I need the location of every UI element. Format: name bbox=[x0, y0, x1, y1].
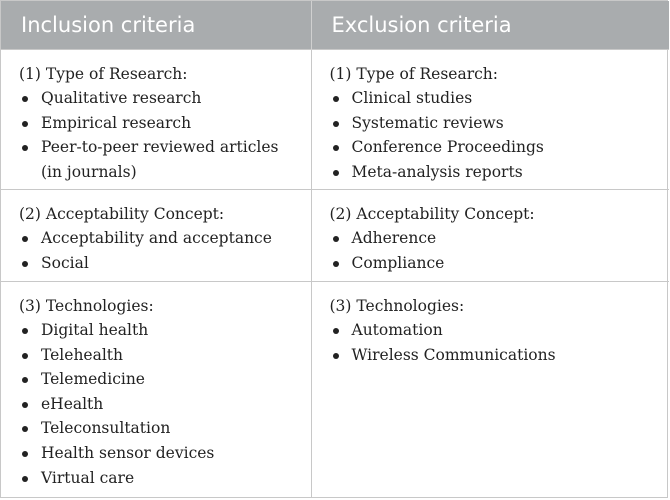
list-item: Virtual care bbox=[19, 466, 301, 491]
list-item: Digital health bbox=[19, 318, 301, 343]
criteria-list bbox=[19, 318, 301, 490]
list-item: Social bbox=[19, 251, 301, 276]
list-item: Empirical research bbox=[19, 111, 301, 136]
list-item: eHealth bbox=[19, 392, 301, 417]
section-title: (1) Type of Research: bbox=[329, 64, 499, 83]
criteria-list bbox=[330, 318, 660, 367]
list-item: Conference Proceedings bbox=[330, 135, 660, 160]
section-title: (1) Type of Research: bbox=[19, 64, 188, 83]
list-item: Teleconsultation bbox=[19, 416, 301, 441]
exclusion-cell bbox=[311, 189, 669, 281]
table-row-technologies bbox=[1, 281, 669, 497]
criteria-list bbox=[330, 226, 660, 275]
list-item: Peer-to-peer reviewed articles (in journals) bbox=[19, 135, 301, 184]
criteria-list bbox=[19, 86, 301, 184]
list-item: Health sensor devices bbox=[19, 441, 301, 466]
header-row bbox=[1, 1, 669, 49]
list-item: Adherence bbox=[330, 226, 660, 251]
inclusion-cell bbox=[1, 49, 311, 189]
exclusion-header: Exclusion criteria bbox=[311, 1, 669, 49]
inclusion-cell bbox=[1, 189, 311, 281]
list-item: Systematic reviews bbox=[330, 111, 660, 136]
criteria-table bbox=[1, 1, 669, 497]
exclusion-cell bbox=[311, 281, 669, 497]
criteria-list bbox=[330, 86, 660, 184]
list-item: Meta-analysis reports bbox=[330, 160, 660, 185]
section-title: (2) Acceptability Concept: bbox=[329, 204, 535, 223]
inclusion-header: Inclusion criteria bbox=[1, 1, 311, 49]
exclusion-cell bbox=[311, 49, 669, 189]
table-row-acceptability-concept bbox=[1, 189, 669, 281]
list-item: Clinical studies bbox=[330, 86, 660, 111]
criteria-list bbox=[19, 226, 301, 275]
list-item: Qualitative research bbox=[19, 86, 301, 111]
list-item: Acceptability and acceptance bbox=[19, 226, 301, 251]
list-item: Compliance bbox=[330, 251, 660, 276]
list-item: Telemedicine bbox=[19, 367, 301, 392]
section-title: (3) Technologies: bbox=[329, 296, 465, 315]
list-item: Wireless Communications bbox=[330, 343, 660, 368]
table-row-type-of-research bbox=[1, 49, 669, 189]
section-title: (2) Acceptability Concept: bbox=[19, 204, 225, 223]
list-item: Telehealth bbox=[19, 343, 301, 368]
list-item: Automation bbox=[330, 318, 660, 343]
inclusion-cell bbox=[1, 281, 311, 497]
section-title: (3) Technologies: bbox=[19, 296, 154, 315]
